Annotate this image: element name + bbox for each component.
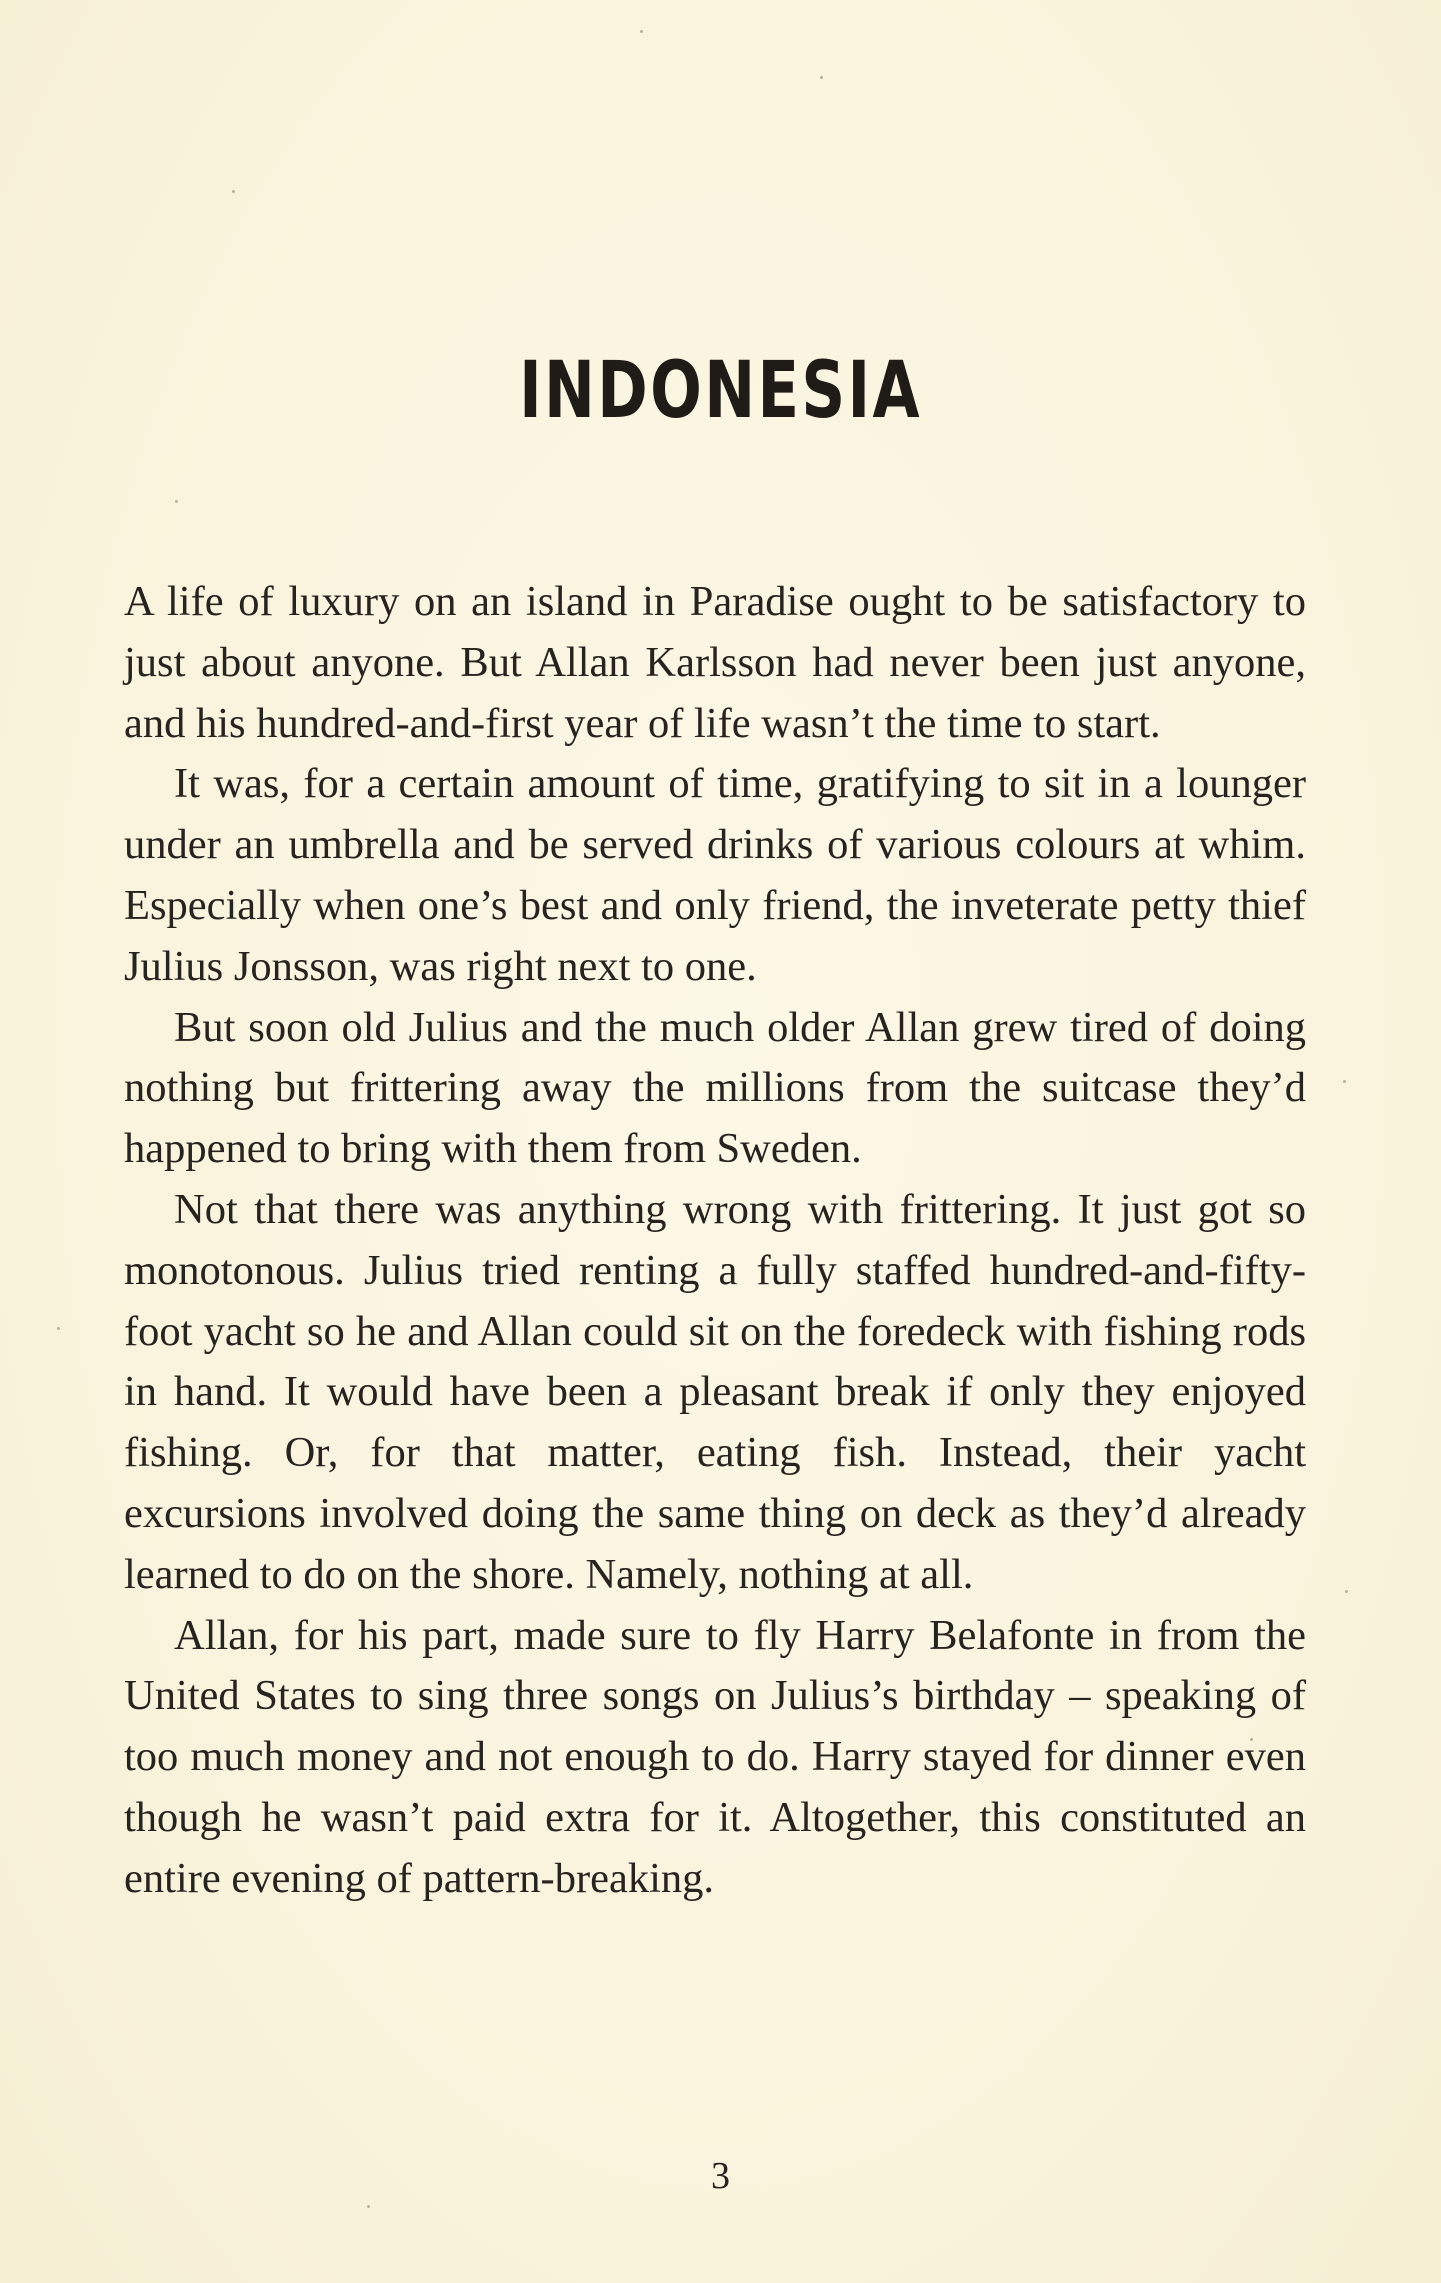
paragraph: A life of luxury on an island in Paradise ought to be satisfactory to just about anyone. But Allan Karlsson had never been just anyone, and his hundred-and-first year of life wasn’t the time to start. (124, 578, 1306, 747)
paper-speck (1343, 1080, 1346, 1083)
page-number: 3 (711, 2155, 730, 2197)
paragraph: Allan, for his part, made sure to fly Harry Belafonte in from the United States to sing three songs on Julius’s birthday – speaking of too much money and not enough to do. Harry stayed for dinner even though he wasn’t paid extra for it. Altogether, this constituted an entire evening of pattern-breaking. (124, 1611, 1306, 1902)
paper-speck (367, 2205, 370, 2208)
chapter-title: INDONESIA (519, 346, 922, 436)
paper-speck (1345, 1590, 1348, 1593)
paper-speck (175, 500, 178, 503)
paper-speck (57, 1327, 60, 1330)
paragraph: Not that there was anything wrong with frittering. It just got so monotonous. Julius tried renting a fully staffed hundred-and-fifty-foot yacht so he and Allan could sit on the foredeck with fishing rods in hand. It would have been a pleasant break if only they enjoyed fishing. Or, for that matter, eating fish. Instead, their yacht excursions involved doing the same thing on deck as they’d already learned to do on the shore. Namely, nothing at all. (124, 1185, 1306, 1598)
paper-speck (640, 30, 643, 33)
paragraph: It was, for a certain amount of time, gratifying to sit in a lounger under an umbrella and be served drinks of various colours at whim. Especially when one’s best and only friend, the inveterate petty thief Julius Jonsson, was right next to one. (124, 760, 1306, 990)
chapter-body (124, 572, 1306, 1910)
paper-speck (232, 190, 235, 193)
paper-speck (820, 76, 823, 79)
paragraph: But soon old Julius and the much older Allan grew tired of doing nothing but frittering away the millions from the suitcase they’d happened to bring with them from Sweden. (124, 1003, 1306, 1173)
